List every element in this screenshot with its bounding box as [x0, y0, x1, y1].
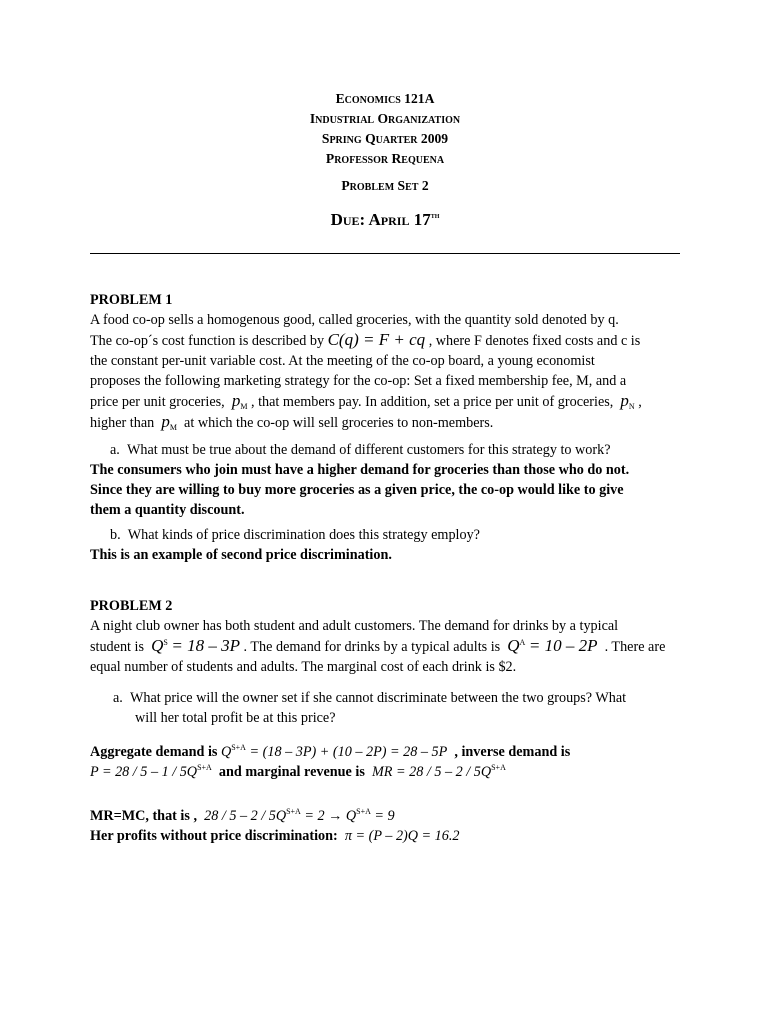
problem-1-question-a: a. What must be true about the demand of different customers for this strategy to work? The consumers who join must have a higher demand for groceries than those who do not. Since they are willing to buy more groceries as a given price, the co-op would like to give them a quantity discount.	[90, 440, 680, 520]
header-divider	[90, 253, 680, 254]
problem-1	[90, 290, 680, 433]
problem-2-title: PROBLEM 2	[90, 598, 173, 614]
problem-set-title: Problem Set 2	[341, 178, 429, 193]
course-term: Spring Quarter 2009	[321, 131, 449, 146]
marginal-revenue-answer: MR=MC, that is , $28 / 5 - 2 / 5Q^{S+A} = 2 \to Q^{S+A} = 9$ Her profits without price discrimination: π = (P – 2)Q = 16.2	[90, 807, 460, 844]
problem-2-text: A night club owner has both student and adult customers. The demand for drinks by a typical student is $Q^S = 18 - 3P$ . The demand for drinks by a typical adults is $Q^A = 10 - 2P$ . There are equal number of students and adults. The marginal cost of each drink is $2.	[90, 618, 666, 675]
problem-1-answer-b: This is an example of second price discrimination.	[90, 547, 392, 563]
problem-1-title: PROBLEM 1	[90, 292, 173, 308]
problem-2-question-a: a. What price will the owner set if she cannot discriminate between the two groups? What will her total profit be at this price?	[113, 690, 627, 726]
problem-1-text: A food co-op sells a homogenous good, called groceries, with the quantity sold denoted by q. The co-op´s cost function is described by C(q) = F + cq , where F denotes fixed costs and c is the constant per-unit variable cost. At the meeting of the co-op board, a young economist proposes the following marketing strategy for the co-op: Set a fixed membership fee, M, and a price per unit groceries, $p_M$ , that members pay. In addition, set a price per unit of groceries, $p_N$ , higher than $p_M$ at which the co-op will sell groceries to non-members.	[90, 312, 642, 432]
document-header	[90, 89, 680, 169]
course-subject: Industrial Organization	[309, 111, 461, 126]
problem-1-answer-a: The consumers who join must have a higher demand for groceries than those who do not. Since they are willing to buy more groceries as a given price, the co-op would like to give them a quantity discount.	[90, 462, 630, 518]
course-title: Economics 121A	[335, 91, 435, 106]
course-professor: Professor Requena	[325, 151, 445, 166]
problem-2	[90, 596, 680, 677]
aggregate-demand-answer: Aggregate demand is $Q^{S+A} = (18 - 3P) + (10 - 2P) = 28 - 5P$ , inverse demand is $P = 28 / 5 - 1 / 5Q^{S+A}$ and marginal revenue is MR = $28 / 5 - 2 / 5Q^{S+A}$	[90, 743, 571, 780]
problem-1-question-b: b. What kinds of price discrimination does this strategy employ? This is an example of second price discrimination.	[90, 525, 680, 565]
due-date: Due: April 17th	[330, 210, 440, 229]
